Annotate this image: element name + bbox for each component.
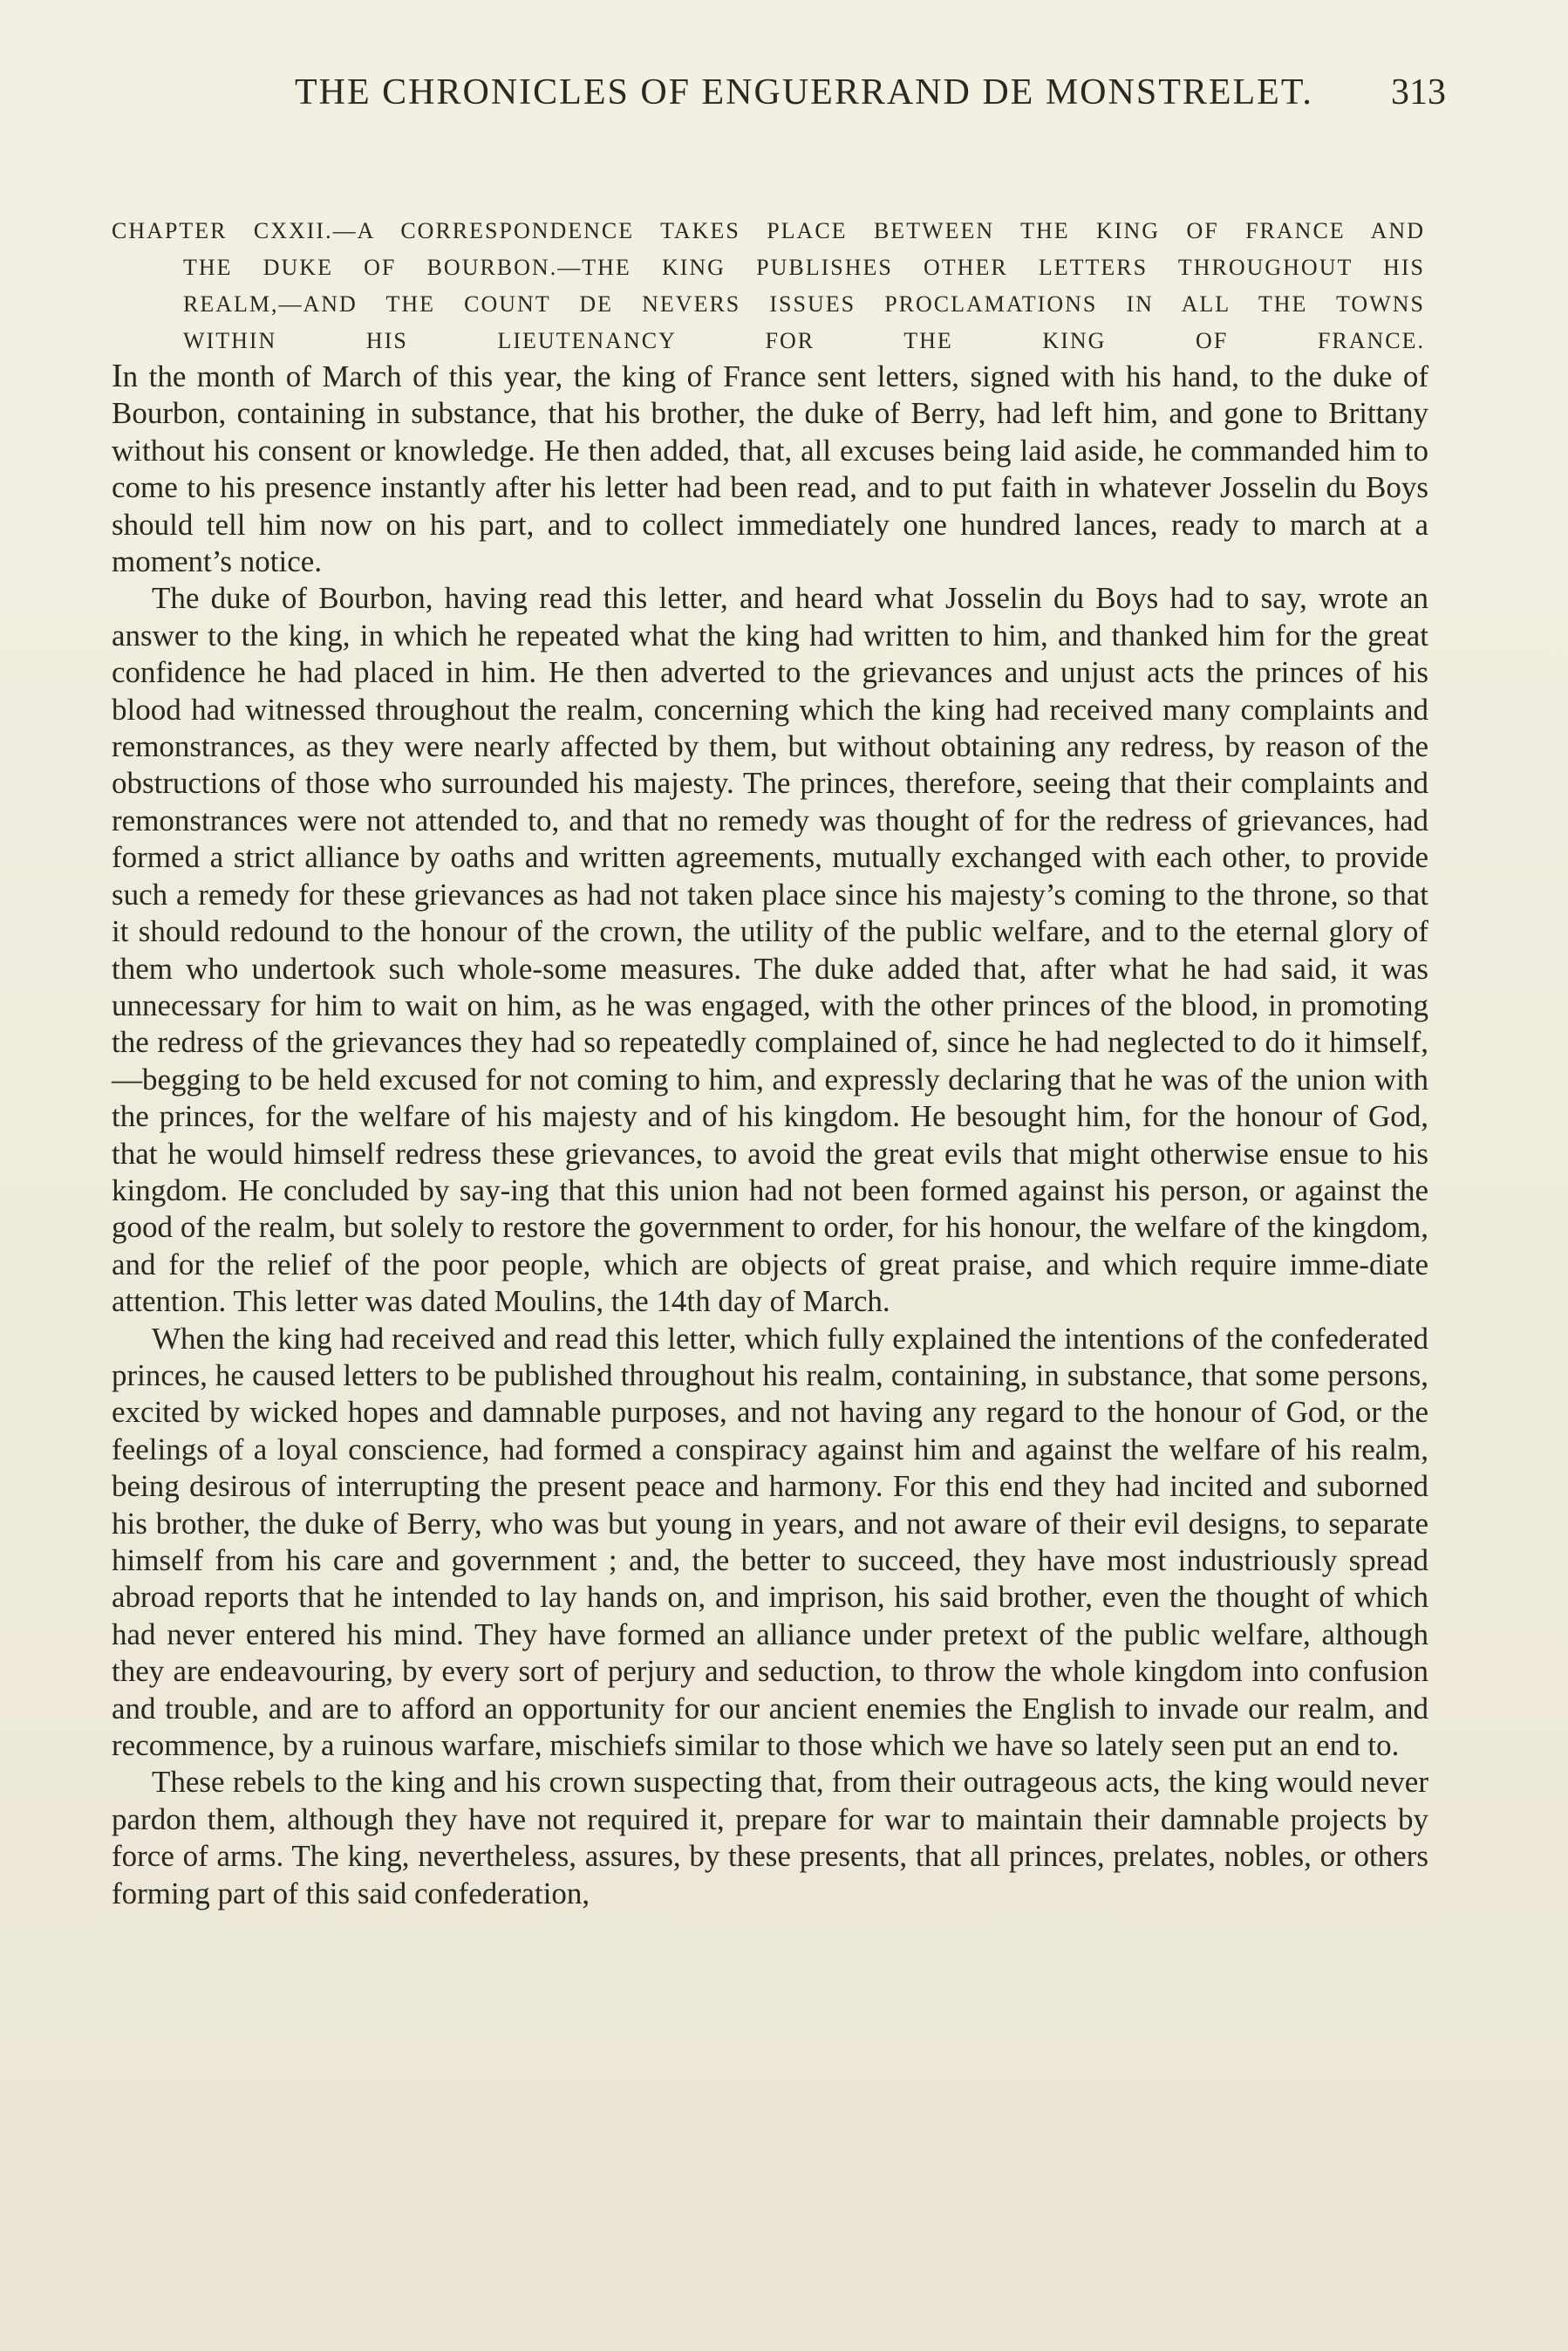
paragraph-4: These rebels to the king and his crown suspecting that, from their outrageous acts, the king would never pardon them, although they have not required it, prepare for war to maintain their damnable projects by force of arms. The king, nevertheless, assures, by these presents, that all princes, prelates, nobles, or others forming part of this said confederation, — [112, 1765, 1428, 1910]
chapter-heading-line-2: THE DUKE OF BOURBON.—THE KING PUBLISHES OTHER LETTERS THROUGHOUT HIS — [183, 255, 1425, 280]
chapter-heading-line-1: CHAPTER CXXII.—A CORRESPONDENCE TAKES PLACE BETWEEN THE KING OF FRANCE AND — [112, 218, 1425, 243]
page-number: 313 — [1391, 72, 1446, 113]
chapter-heading-line-3: REALM,—AND THE COUNT DE NEVERS ISSUES PROCLAMATIONS IN ALL THE TOWNS — [183, 291, 1425, 317]
chapter-heading — [112, 213, 1425, 359]
running-head — [112, 72, 1446, 124]
chapter-heading-line-4: WITHIN HIS LIEUTENANCY FOR THE KING OF FRANCE. — [183, 328, 1425, 353]
paragraph-1: In the month of March of this year, the king of France sent letters, signed with his hand, to the duke of Bourbon, containing in substance, that his brother, the duke of Berry, had left him, and gone to Brittany without his consent or knowledge. He then added, that, all excuses being laid aside, he commanded him to come to his presence instantly after his letter had been read, and to put faith in whatever Josselin du Boys should tell him now on his part, and to collect immediately one hundred lances, ready to march at a moment’s notice. — [112, 358, 1428, 579]
paragraph-2: The duke of Bourbon, having read this letter, and heard what Josselin du Boys had to say, wrote an answer to the king, in which he repeated what the king had written to him, and thanked him for the great confidence he had placed in him. He then adverted to the grievances and unjust acts the princes of his blood had witnessed throughout the realm, concerning which the king had received many complaints and remonstrances, as they were nearly affected by them, but without obtaining any redress, by reason of the obstructions of those who surrounded his majesty. The princes, therefore, seeing that their complaints and remonstrances were not attended to, and that no remedy was thought of for the redress of grievances, had formed a strict alliance by oaths and written agreements, mutually exchanged with each other, to provide such a remedy for these grievances as had not taken place since his majesty’s coming to the throne, so that it should redound to the honour of the crown, the utility of the public welfare, and to the eternal glory of them who undertook such whole-some measures. The duke added that, after what he had said, it was unnecessary for him to wait on him, as he was engaged, with the other princes of the blood, in promoting the redress of the grievances they had so repeatedly complained of, since he had neglected to do it himself,—begging to be held excused for not coming to him, and expressly declaring that he was of the union with the princes, for the welfare of his majesty and of his kingdom. He besought him, for the honour of God, that he would himself redress these grievances, to avoid the great evils that might otherwise ensue to his kingdom. He concluded by say-ing that this union had not been formed against his person, or against the good of the realm, but solely to restore the government to order, for his honour, the welfare of the kingdom, and for the relief of the poor people, which are objects of great praise, and which require imme-diate attention. This letter was dated Moulins, the 14th day of March. — [112, 581, 1428, 1319]
running-title: THE CHRONICLES OF ENGUERRAND DE MONSTRELET. — [295, 72, 1313, 113]
chapter-body — [112, 358, 1428, 1912]
paragraph-3: When the king had received and read this letter, which fully explained the intentions of the confederated princes, he caused letters to be published throughout his realm, containing, in substance, that some persons, excited by wicked hopes and damnable purposes, and not having any regard to the honour of God, or the feelings of a loyal conscience, had formed a conspiracy against him and against the welfare of his realm, being desirous of interrupting the present peace and harmony. For this end they had incited and suborned his brother, the duke of Berry, who was but young in years, and not aware of their evil designs, to separate himself from his care and government ; and, the better to succeed, they have most industriously spread abroad reports that he intended to lay hands on, and imprison, his said brother, even the thought of which had never entered his mind. They have formed an alliance under pretext of the public welfare, although they are endeavouring, by every sort of perjury and seduction, to throw the whole kingdom into confusion and trouble, and are to afford an opportunity for our ancient enemies the English to invade our realm, and recommence, by a ruinous warfare, mischiefs similar to those which we have so lately seen put an end to. — [112, 1321, 1428, 1763]
